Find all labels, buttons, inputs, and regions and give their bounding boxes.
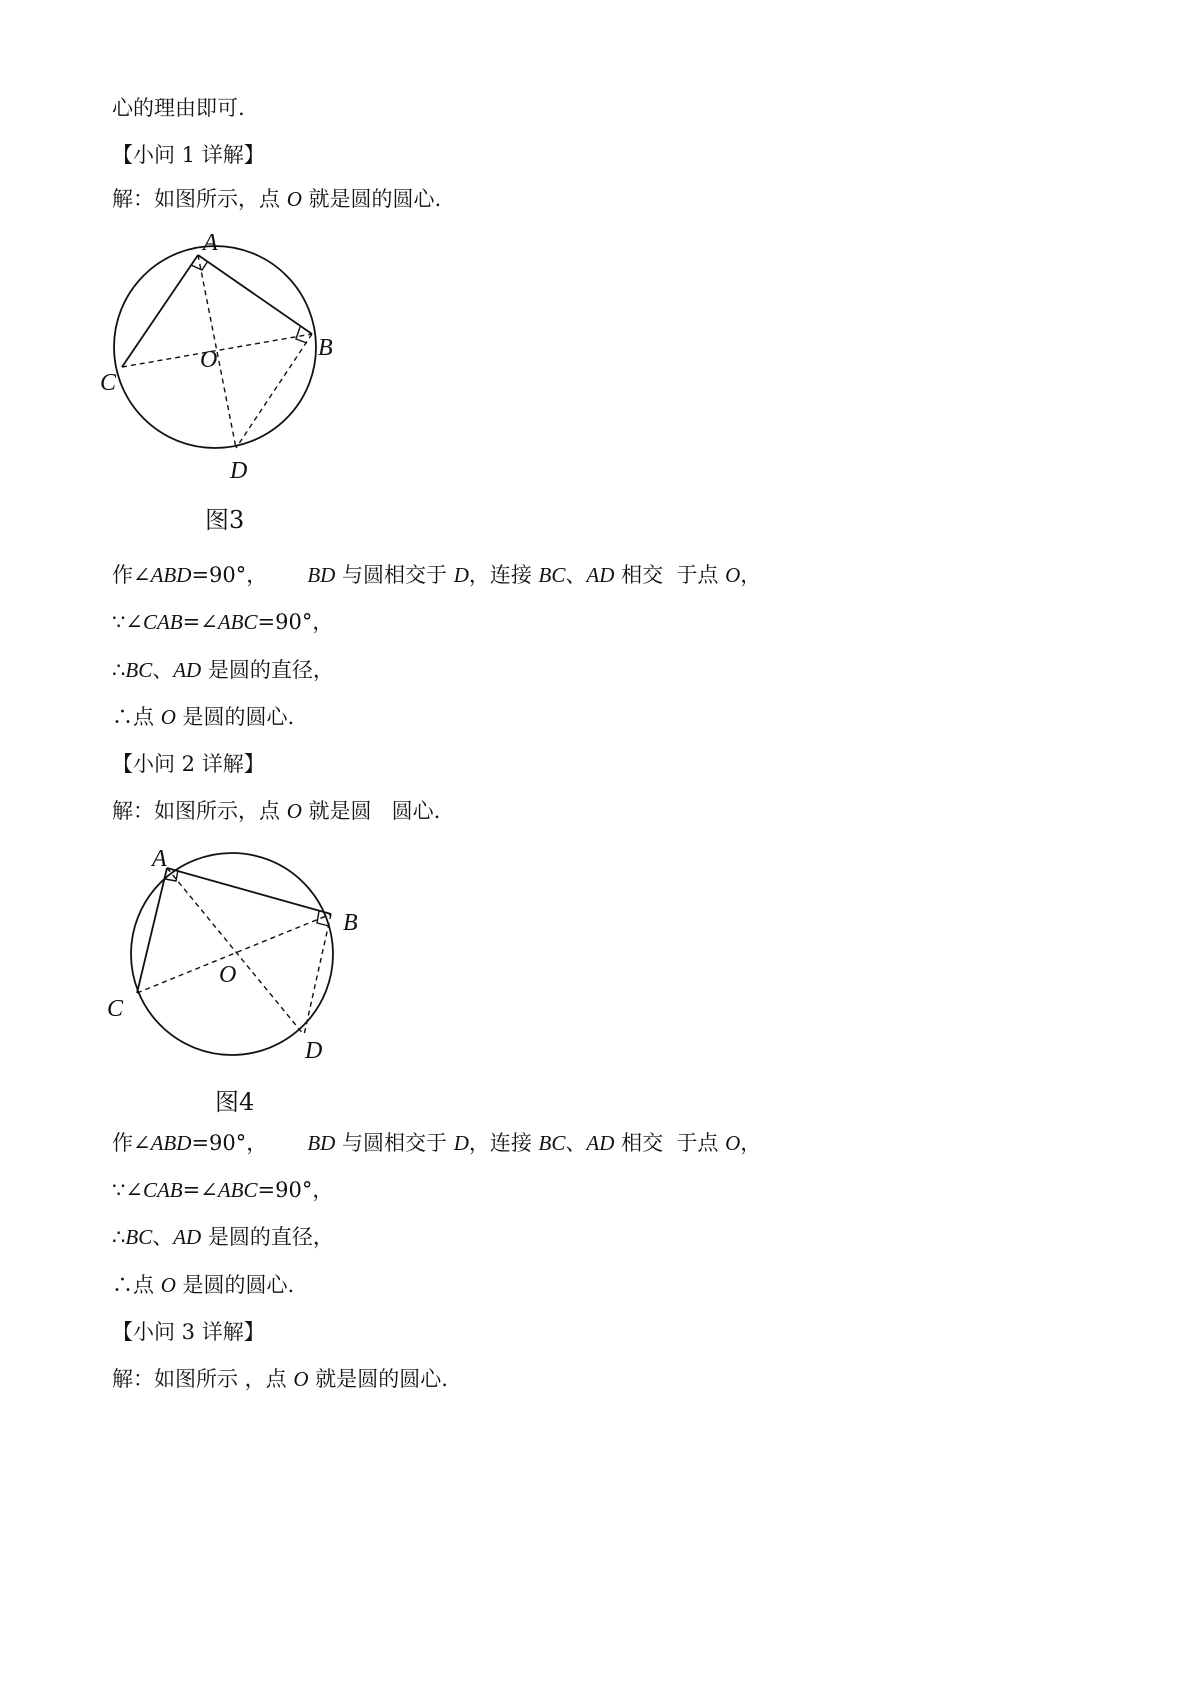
part1-step1: 作∠ABD=90°， BD 与圆相交于 D，连接 BC、AD 相交 于点 O， (112, 563, 762, 587)
intro-tail: 心的理由即可. (112, 96, 245, 120)
figure-3-caption: 图3 (205, 506, 245, 534)
fig3-label-d: D (230, 458, 248, 484)
part1-step4: ∴点 O 是圆的圆心. (112, 705, 295, 729)
fig4-label-o: O (219, 962, 237, 988)
part1-step3: ∴BC、AD 是圆的直径， (112, 658, 334, 682)
fig4-label-a: A (152, 846, 167, 872)
part1-answer: 解：如图所示，点 O 就是圆的圆心. (112, 187, 442, 211)
fig3-label-b: B (318, 335, 333, 361)
part2-heading: 【小问 2 详解】 (112, 752, 265, 776)
figure-4 (95, 840, 358, 1070)
part1-step2: ∵∠CAB=∠ABC=90°， (112, 610, 334, 634)
fig3-label-o: O (200, 347, 218, 373)
part1-heading: 【小问 1 详解】 (112, 143, 265, 167)
fig4-label-c: C (107, 996, 124, 1022)
fig4-label-d: D (305, 1038, 323, 1064)
part2-step3: ∴BC、AD 是圆的直径， (112, 1225, 334, 1249)
fig4-label-b: B (343, 910, 358, 936)
part2-step1: 作∠ABD=90°， BD 与圆相交于 D，连接 BC、AD 相交 于点 O， (112, 1131, 762, 1155)
fig3-label-c: C (100, 370, 117, 396)
part3-heading: 【小问 3 详解】 (112, 1320, 265, 1344)
part2-step2: ∵∠CAB=∠ABC=90°， (112, 1178, 334, 1202)
fig3-label-a: A (203, 230, 218, 256)
part2-answer: 解：如图所示，点 O 就是圆 圆心. (112, 799, 441, 823)
figure-4-caption: 图4 (215, 1088, 255, 1116)
part3-answer: 解：如图所示 ，点 O 就是圆的圆心. (112, 1367, 448, 1391)
figure-3 (95, 225, 355, 485)
part2-step4: ∴点 O 是圆的圆心. (112, 1273, 295, 1297)
